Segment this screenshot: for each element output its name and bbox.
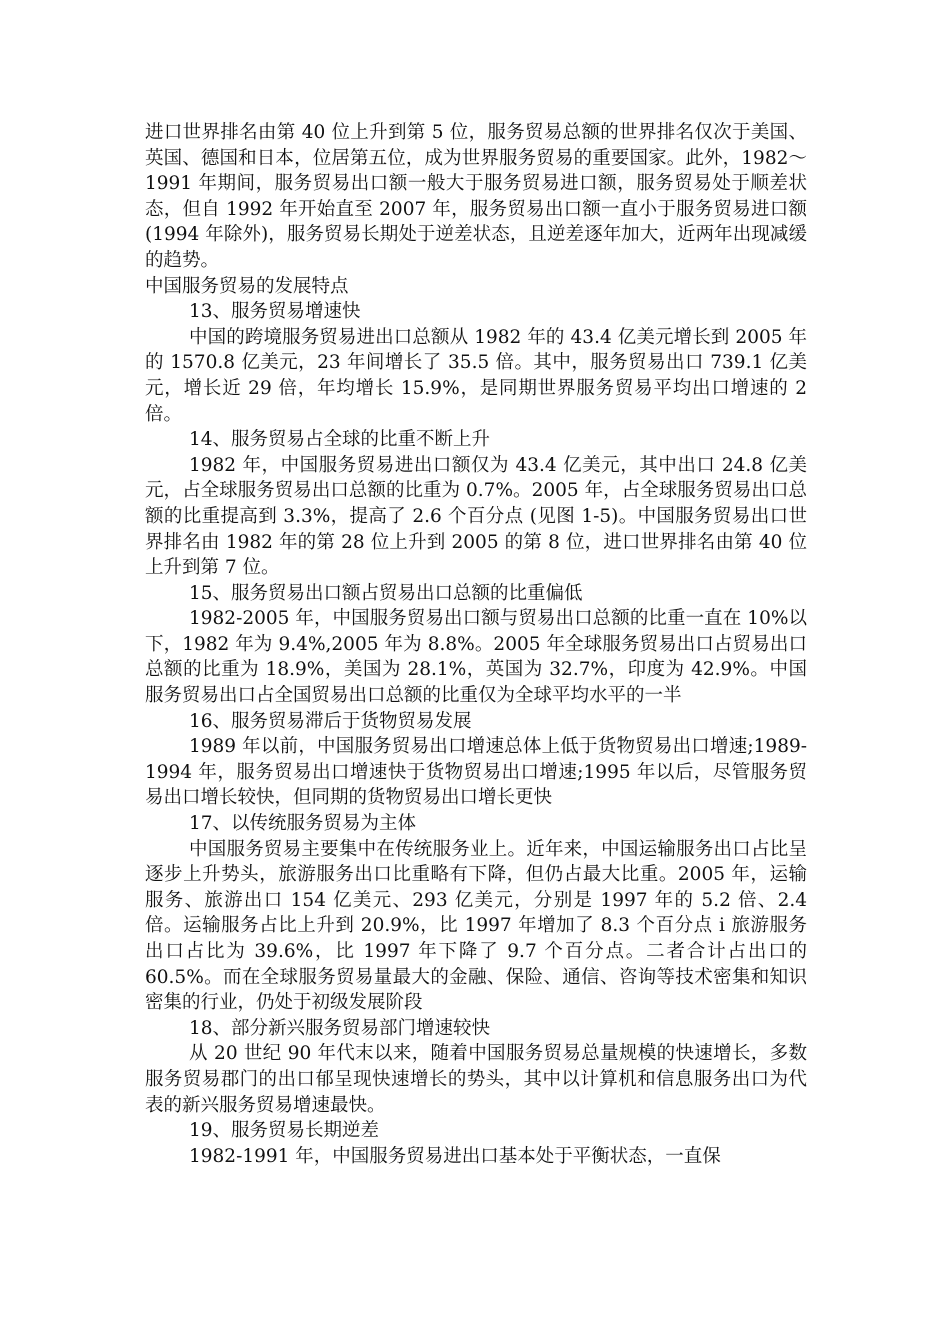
body-paragraph: 1982 年，中国服务贸易进出口额仅为 43.4 亿美元，其中出口 24.8 亿美元，占全球服务贸易出口总额的比重为 0.7%。2005 年，占全球服务贸易出口总额的比重提高到 3.3%，提高了 2.6 个百分点 (见图 1-5)。中国服务贸易出口世界排名由 1982 年的第 28 位上升到 2005 的第 8 位，进口世界排名由第 40 位上升到第 7 位。 xyxy=(145,454,807,579)
heading-16: 16、服务贸易滞后于货物贸易发展 xyxy=(189,710,472,732)
heading-19: 19、服务贸易长期逆差 xyxy=(189,1120,380,1142)
body-paragraph: 1989 年以前，中国服务贸易出口增速总体上低于货物贸易出口增速;1989-1994 年，服务贸易出口增速快于货物贸易出口增速;1995 年以后，尽管服务贸易出口增长较快，但同期的货物贸易出口增长更快 xyxy=(145,736,807,809)
document-page xyxy=(145,120,807,1169)
heading-15: 15、服务贸易出口额占贸易出口总额的比重偏低 xyxy=(189,582,583,604)
heading-14: 14、服务贸易占全球的比重不断上升 xyxy=(189,429,491,451)
body-paragraph: 1982-1991 年，中国服务贸易进出口基本处于平衡状态，一直保 xyxy=(189,1145,721,1167)
heading-18: 18、部分新兴服务贸易部门增速较快 xyxy=(189,1017,491,1039)
body-paragraph: 中国的跨境服务贸易进出口总额从 1982 年的 43.4 亿美元增长到 2005 年的 1570.8 亿美元，23 年间增长了 35.5 倍。其中，服务贸易出口 739.1 亿美元，增长近 29 倍，年均增长 15.9%，是同期世界服务贸易平均出口增速的 2 倍。 xyxy=(145,326,807,425)
body-paragraph: 1982-2005 年，中国服务贸易出口额与贸易出口总额的比重一直在 10%以下，1982 年为 9.4%,2005 年为 8.8%。2005 年全球服务贸易出口占贸易出口总额的比重为 18.9%，美国为 28.1%，英国为 32.7%，印度为 42.9%。中国服务贸易出口占全国贸易出口总额的比重仅为全球平均水平的一半 xyxy=(145,608,807,707)
heading-13: 13、服务贸易增速快 xyxy=(189,301,361,323)
body-paragraph: 从 20 世纪 90 年代末以来，随着中国服务贸易总量规模的快速增长，多数服务贸易郡门的出口郁呈现快速增长的势头，其中以计算机和信息服务出口为代表的新兴服务贸易增速最快。 xyxy=(145,1043,807,1116)
section-title: 中国服务贸易的发展特点 xyxy=(145,275,349,297)
body-paragraph: 进口世界排名由第 40 位上升到第 5 位，服务贸易总额的世界排名仅次于美国、英国、德国和日本，位居第五位，成为世界服务贸易的重要国家。此外，1982～1991 年期间，服务贸易出口额一般大于服务贸易进口额，服务贸易处于顺差状态，但自 1992 年开始直至 2007 年，服务贸易出口额一直小于服务贸易进口额(1994 年除外)，服务贸易长期处于逆差状态，且逆差逐年加大，近两年出现减缓的趋势。 xyxy=(145,122,807,271)
heading-17: 17、以传统服务贸易为主体 xyxy=(189,813,417,835)
body-paragraph: 中国服务贸易主要集中在传统服务业上。近年来，中国运输服务出口占比呈逐步上升势头，旅游服务出口比重略有下降，但仍占最大比重。2005 年，运输服务、旅游出口 154 亿美元、293 亿美元，分别是 1997 年的 5.2 倍、2.4 倍。运输服务占比上升到 20.9%，比 1997 年增加了 8.3 个百分点 i 旅游服务出口占比为 39.6%，比 1997 年下降了 9.7 个百分点。二者合计占出口的 60.5%。而在全球服务贸易量最大的金融、保险、通信、咨询等技术密集和知识密集的行业，仍处于初级发展阶段 xyxy=(145,838,807,1014)
